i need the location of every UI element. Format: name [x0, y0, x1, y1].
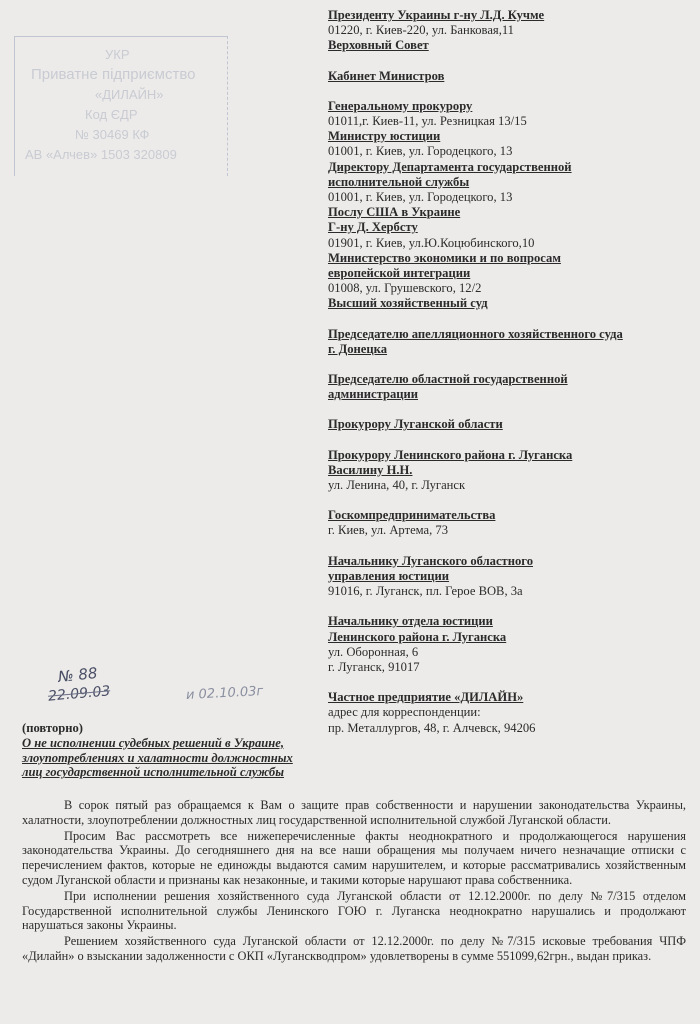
addressee-address: г. Киев, ул. Артема, 73 [328, 523, 449, 538]
addressee-name: Верховный Совет [328, 38, 429, 53]
addressee-block [328, 372, 696, 402]
addressee-address: 01901, г. Киев, ул.Ю.Коцюбинского,10 [328, 235, 535, 250]
addressee-name: Председателю апелляционного хозяйственного суда [328, 326, 623, 341]
addressee-name-cont: Г-ну Д. Хербсту [328, 220, 418, 235]
subject-line: злоупотреблениях и халатности должностных [22, 750, 293, 765]
addressee-address: 91016, г. Луганск, пл. Герое ВОВ, 3а [328, 584, 523, 599]
spacer [328, 599, 696, 614]
body-paragraph: Решением хозяйственного суда Луганской области от 12.12.2000г. по делу №7/315 исковые требования ЧПФ «Дилайн» о взыскании задолженности с ОКП «Луганскводпром» удовлетворены в сумме 551099,62грн., выдан приказ. [22, 934, 686, 963]
addressee-block [328, 690, 696, 736]
addressee-name: Генеральному прокурору [328, 98, 473, 113]
addressee-block [328, 38, 696, 53]
addressee-address: 01001, г. Киев, ул. Городецкого, 13 [328, 190, 513, 205]
addressee-name-cont: европейской интеграции [328, 266, 471, 281]
company-stamp [14, 36, 228, 176]
addressee-name: Министру юстиции [328, 129, 441, 144]
addressee-block [328, 205, 696, 251]
addressee-block [328, 327, 696, 357]
addressee-block [328, 554, 696, 600]
addressee-name: Госкомпредпринимательства [328, 508, 496, 523]
spacer [328, 675, 696, 690]
addressee-name: Начальнику отдела юстиции [328, 614, 493, 629]
addressee-address: адрес для корреспонденции: [328, 705, 481, 720]
addressee-block [328, 129, 696, 159]
addressee-name: Прокурору Луганской области [328, 417, 503, 432]
spacer [328, 84, 696, 99]
addressee-block [328, 614, 696, 675]
subject-line: О не исполнении судебных решений в Украине, [22, 735, 284, 750]
addressee-name-cont: г. Донецка [328, 341, 388, 356]
spacer [328, 54, 696, 69]
stamp-line: Приватне підприємство [31, 66, 196, 83]
addressee-address: 01220, г. Киев-220, ул. Банковая,11 [328, 23, 514, 38]
addressee-name: Председателю областной государственной [328, 372, 568, 387]
addressee-name-cont: Ленинского района г. Луганска [328, 629, 507, 644]
stamp-line: «ДИЛАЙН» [95, 87, 164, 102]
addressee-name: Кабинет Министров [328, 68, 445, 83]
addressee-address: 01008, ул. Грушевского, 12/2 [328, 281, 482, 296]
body-paragraph: В сорок пятый раз обращаемся к Вам о защите прав собственности и нарушении законодательства Украины, халатности, злоупотреблении должностных лиц государственной исполнительной службой Луганской области. [22, 798, 686, 827]
spacer [328, 357, 696, 372]
addressee-block [328, 417, 696, 432]
subject-prefix: (повторно) [22, 721, 83, 735]
handwritten-outgoing-date: 22.09.03 [47, 683, 111, 705]
addressee-name: Президенту Украины г-ну Л.Д. Кучме [328, 8, 545, 22]
spacer [328, 493, 696, 508]
stamp-line: УКР [105, 47, 130, 62]
addressee-name: Министерство экономики и по вопросам [328, 250, 561, 265]
addressee-address: 01011,г. Киев-11, ул. Резницкая 13/15 [328, 114, 527, 129]
spacer [328, 433, 696, 448]
addressee-address: 01001, г. Киев, ул. Городецкого, 13 [328, 144, 513, 159]
addressee-name: Начальнику Луганского областного [328, 553, 533, 568]
addressee-block [328, 69, 696, 84]
addressee-block [328, 508, 696, 538]
addressee-block [328, 160, 696, 206]
body-paragraph: При исполнении решения хозяйственного суда Луганской области от 12.12.2000г. по делу №7/315 отделом Государственной исполнительной службы Ленинского ГОЮ г. Луганска неоднократно нарушались и продолжают нарушаться законы Украины. [22, 888, 686, 933]
addressee-block [328, 448, 696, 494]
subject-line: лиц государственной исполнительной службы [22, 765, 284, 780]
handwritten-incoming-note: и 02.10.03г [185, 683, 264, 704]
addressee-name: Высший хозяйственный суд [328, 296, 488, 311]
addressee-name: Частное предприятие «ДИЛАЙН» [328, 690, 524, 705]
stamp-line: № 30469 КФ [75, 127, 150, 142]
addressee-name: Прокурору Ленинского района г. Луганска [328, 447, 573, 462]
handwritten-outgoing-number: № 88 [57, 663, 99, 687]
addressee-name-cont: Василину Н.Н. [328, 462, 413, 477]
addressee-block [328, 8, 696, 38]
addressee-name-cont: управления юстиции [328, 568, 450, 583]
addressee-name-cont: исполнительной службы [328, 174, 470, 189]
addressee-block [328, 296, 696, 311]
addressee-address: г. Луганск, 91017 [328, 659, 420, 674]
addressee-address: ул. Оборонная, 6 [328, 644, 419, 659]
spacer [328, 539, 696, 554]
addressee-name: Послу США в Украине [328, 205, 461, 220]
addressee-name: Директору Департамента государственной [328, 159, 572, 174]
addressee-list [328, 8, 696, 736]
addressee-address: пр. Металлургов, 48, г. Алчевск, 94206 [328, 720, 536, 735]
letter-subject [22, 721, 352, 780]
addressee-block [328, 99, 696, 129]
addressee-name-cont: администрации [328, 387, 419, 402]
addressee-address: ул. Ленина, 40, г. Луганск [328, 478, 466, 493]
stamp-line: Код ЄДР [85, 107, 138, 122]
body-paragraph: Просим Вас рассмотреть все нижеперечисленные факты неоднократного и продолжающегося нарушения законодательства Украины. До сегодняшнего дня на все наши обращения мы получаем ничего незначащие отписки с перечислением фактов, которые не единожды выдаются самим нарушителем, и которые рассматривались хозяйственным судом Луганской области и признаны как незаконные, и такими которые нарушают права собственника. [22, 828, 686, 887]
stamp-line: АВ «Алчев» 1503 320809 [25, 147, 177, 162]
spacer [328, 312, 696, 327]
addressee-block [328, 251, 696, 297]
letter-body [22, 798, 686, 964]
spacer [328, 402, 696, 417]
